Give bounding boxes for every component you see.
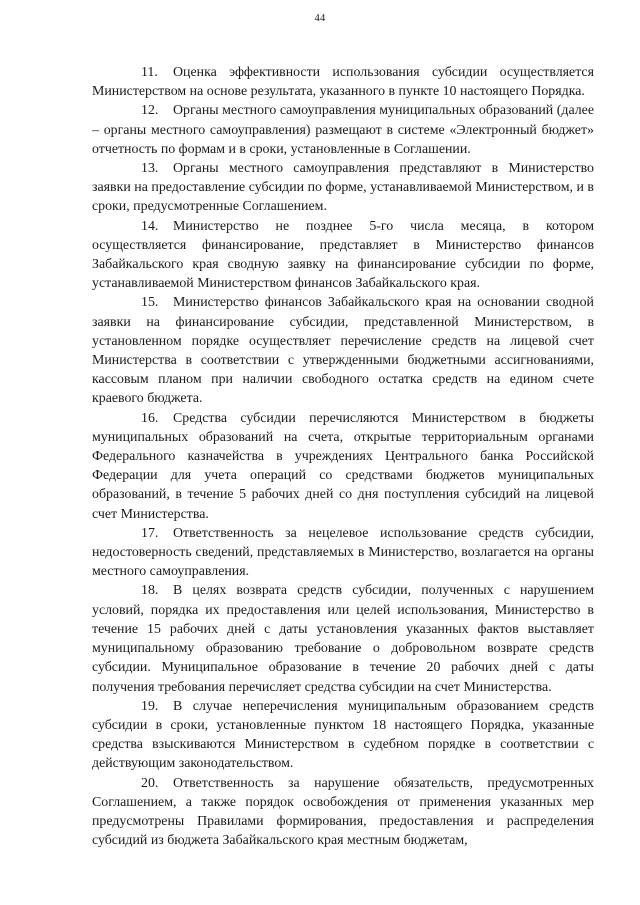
- paragraph-text: Органы местного самоуправления представляют в Министерство заявки на предоставление субсидии по форме, устанавливаемой Министерством, и в сроки, предусмотренные Соглашением.: [92, 161, 594, 215]
- paragraph-number: 16.: [141, 410, 159, 426]
- paragraph-number: 17.: [141, 525, 159, 541]
- paragraph-text: Ответственность за нарушение обязательств, предусмотренных Соглашением, а также порядок освобождения от применения указанных мер предусмотрены Правилами формирования, предоставления и распределения субсидий из бюджета Забайкальского края местным бюджетам,: [92, 775, 594, 849]
- paragraph-20: [92, 774, 594, 851]
- paragraph-number: 11.: [141, 65, 158, 80]
- paragraph-13: [92, 159, 594, 217]
- paragraph-text: В случае неперечисления муниципальным образованием средств субсидии в сроки, установленные пунктом 18 настоящего Порядка, указанные средства взыскиваются Министерством в судебном порядке в соответствии с действующим законодательством.: [92, 698, 594, 772]
- paragraph-11: [92, 63, 594, 101]
- paragraph-text: Средства субсидии перечисляются Министерством в бюджеты муниципальных образований на счета, открытые территориальным органами Федерального казначейства в учреждениях Центрального банка Российской Федерации для учета операций со средствами бюджетов муниципальных образований, в течение 5 рабочих дней со дня поступления субсидий на лицевой счет Министерства.: [92, 410, 594, 522]
- paragraph-12: [92, 101, 594, 159]
- paragraph-14: [92, 217, 594, 294]
- paragraph-number: 18.: [141, 583, 159, 599]
- paragraph-16: [92, 409, 594, 524]
- paragraph-text: Органы местного самоуправления муниципальных образований (далее – органы местного самоуправления) размещают в системе «Электронный бюджет» отчетность по формам и в сроки, установленные в Соглашении.: [92, 103, 594, 157]
- paragraph-text: Оценка эффективности использования субсидии осуществляется Министерством на основе результата, указанного в пункте 10 настоящего Порядка.: [92, 65, 594, 100]
- paragraph-text: Министерство финансов Забайкальского края на основании сводной заявки на финансирование субсидии, представленной Министерством, в установленном порядке осуществляет перечисление средств на лицевой счет Министерства в соответствии с утвержденными бюджетными ассигнованиями, кассовым планом при наличии свободного остатка средств на едином счете краевого бюджета.: [92, 295, 594, 407]
- paragraph-number: 14.: [141, 218, 159, 234]
- paragraph-number: 15.: [141, 295, 159, 311]
- page-number: 44: [314, 13, 326, 24]
- paragraph-19: [92, 697, 594, 774]
- paragraph-15: [92, 293, 594, 408]
- paragraph-number: 12.: [141, 103, 159, 119]
- paragraph-17: [92, 524, 594, 582]
- paragraph-number: 20.: [141, 775, 159, 791]
- paragraph-number: 13.: [141, 161, 159, 177]
- paragraph-text: Министерство не позднее 5-го числа месяца, в котором осуществляется финансирование, представляет в Министерство финансов Забайкальского края сводную заявку на финансирование субсидии по форме, устанавливаемой Министерством финансов Забайкальского края.: [92, 218, 594, 292]
- paragraph-text: Ответственность за нецелевое использование средств субсидии, недостоверность сведений, представляемых в Министерство, возлагается на органы местного самоуправления.: [92, 525, 594, 580]
- paragraph-18: [92, 581, 594, 696]
- paragraph-number: 19.: [141, 698, 159, 714]
- paragraph-text: В целях возврата средств субсидии, полученных с нарушением условий, порядка их предоставления или целей использования, Министерство в течение 15 рабочих дней с даты установления указанных фактов выставляет муниципальному образованию требование о добровольном возврате средств субсидии. Муниципальное образование в течение 20 рабочих дней с даты получения требования перечисляет средства субсидии на счет Министерства.: [92, 583, 594, 695]
- document-body: [92, 63, 594, 850]
